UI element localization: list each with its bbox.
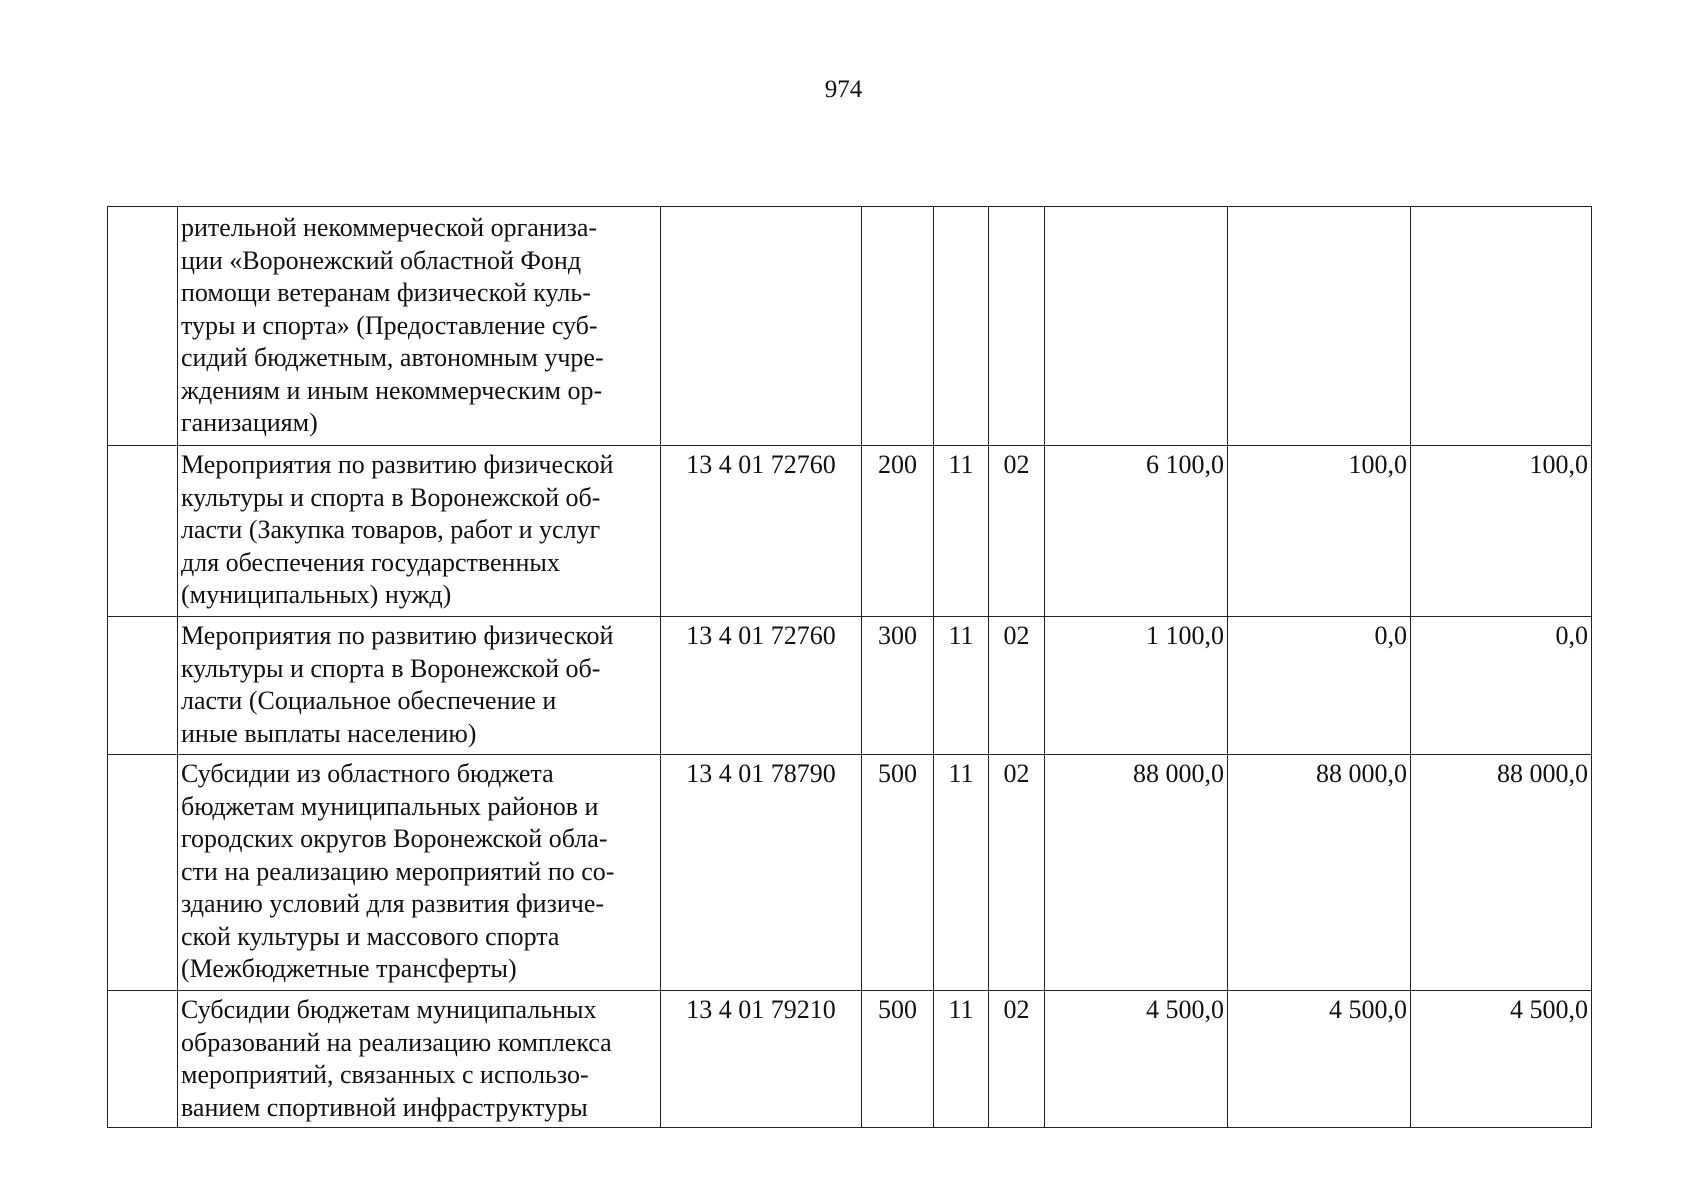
rz-code-cell [934,207,989,446]
sum-3-cell: 4 500,0 [1411,991,1592,1128]
sum-1-cell: 88 000,0 [1045,755,1228,991]
rz-code-cell: 11 [934,991,989,1128]
row-number-cell [108,755,178,991]
name-line: рительной некоммерческой организа- [181,213,598,242]
name-line: (Межбюджетные трансферты) [181,954,517,983]
page-number: 974 [824,76,863,103]
table-row [108,991,1592,1128]
name-line: сти на реализацию мероприятий по со- [181,856,615,886]
name-line: городских округов Воронежской обла- [181,824,608,853]
name-line: туры и спорта» (Предоставление суб- [181,310,598,340]
row-name-cell [178,446,661,617]
csr-code-cell: 13 4 01 72760 [661,446,862,617]
vr-code-cell: 200 [862,446,934,617]
csr-code-cell: 13 4 01 79210 [661,991,862,1128]
table-row [108,617,1592,755]
sum-3-cell: 0,0 [1411,617,1592,755]
name-line: сидий бюджетным, автономным учре- [181,343,604,372]
name-line: Субсидии из областного бюджета [181,759,554,788]
name-line: Мероприятия по развитию физической [181,450,614,479]
sum-1-cell [1045,207,1228,446]
name-line: для обеспечения государственных [181,547,560,577]
csr-code-cell [661,207,862,446]
name-line: иные выплаты населению) [181,718,477,748]
rz-code-cell: 11 [934,446,989,617]
name-line: ганизациям) [181,408,318,437]
sum-2-cell: 100,0 [1228,446,1411,617]
sum-1-cell: 4 500,0 [1045,991,1228,1128]
vr-code-cell [862,207,934,446]
name-line: культуры и спорта в Воронежской об- [181,482,601,512]
sum-2-cell: 4 500,0 [1228,991,1411,1128]
row-number-cell [108,446,178,617]
sum-3-cell [1411,207,1592,446]
budget-table [107,206,1592,1128]
name-line: Субсидии бюджетам муниципальных [181,995,597,1024]
name-line: культуры и спорта в Воронежской об- [181,653,601,683]
name-line: ласти (Закупка товаров, работ и услуг [181,515,601,544]
vr-code-cell: 300 [862,617,934,755]
name-line: Мероприятия по развитию физической [181,621,614,650]
table-row [108,446,1592,617]
row-number-cell [108,991,178,1128]
name-line: мероприятий, связанных с использо- [181,1060,589,1089]
row-name-cell [178,991,661,1128]
name-line: ции «Воронежский областной Фонд [181,245,582,275]
row-number-cell [108,617,178,755]
csr-code-cell: 13 4 01 72760 [661,617,862,755]
name-line: помощи ветеранам физической куль- [181,278,591,307]
name-line: ской культуры и массового спорта [181,921,560,951]
name-line: образований на реализацию комплекса [181,1027,612,1057]
sum-1-cell: 1 100,0 [1045,617,1228,755]
pr-code-cell: 02 [989,617,1045,755]
name-line: (муниципальных) нужд) [181,580,452,609]
sum-2-cell: 88 000,0 [1228,755,1411,991]
sum-3-cell: 100,0 [1411,446,1592,617]
pr-code-cell: 02 [989,755,1045,991]
rz-code-cell: 11 [934,755,989,991]
name-line: бюджетам муниципальных районов и [181,791,599,821]
pr-code-cell [989,207,1045,446]
pr-code-cell: 02 [989,991,1045,1128]
row-name-cell [178,755,661,991]
name-line: зданию условий для развития физиче- [181,889,605,918]
row-name-cell [178,207,661,446]
vr-code-cell: 500 [862,755,934,991]
table-row [108,207,1592,446]
row-name-cell [178,617,661,755]
sum-2-cell [1228,207,1411,446]
csr-code-cell: 13 4 01 78790 [661,755,862,991]
name-line: ласти (Социальное обеспечение и [181,686,557,715]
name-line: ждениям и иным некоммерческим ор- [181,375,603,405]
pr-code-cell: 02 [989,446,1045,617]
table-row [108,755,1592,991]
row-number-cell [108,207,178,446]
sum-3-cell: 88 000,0 [1411,755,1592,991]
vr-code-cell: 500 [862,991,934,1128]
sum-1-cell: 6 100,0 [1045,446,1228,617]
rz-code-cell: 11 [934,617,989,755]
name-line: ванием спортивной инфраструктуры [181,1092,588,1122]
sum-2-cell: 0,0 [1228,617,1411,755]
